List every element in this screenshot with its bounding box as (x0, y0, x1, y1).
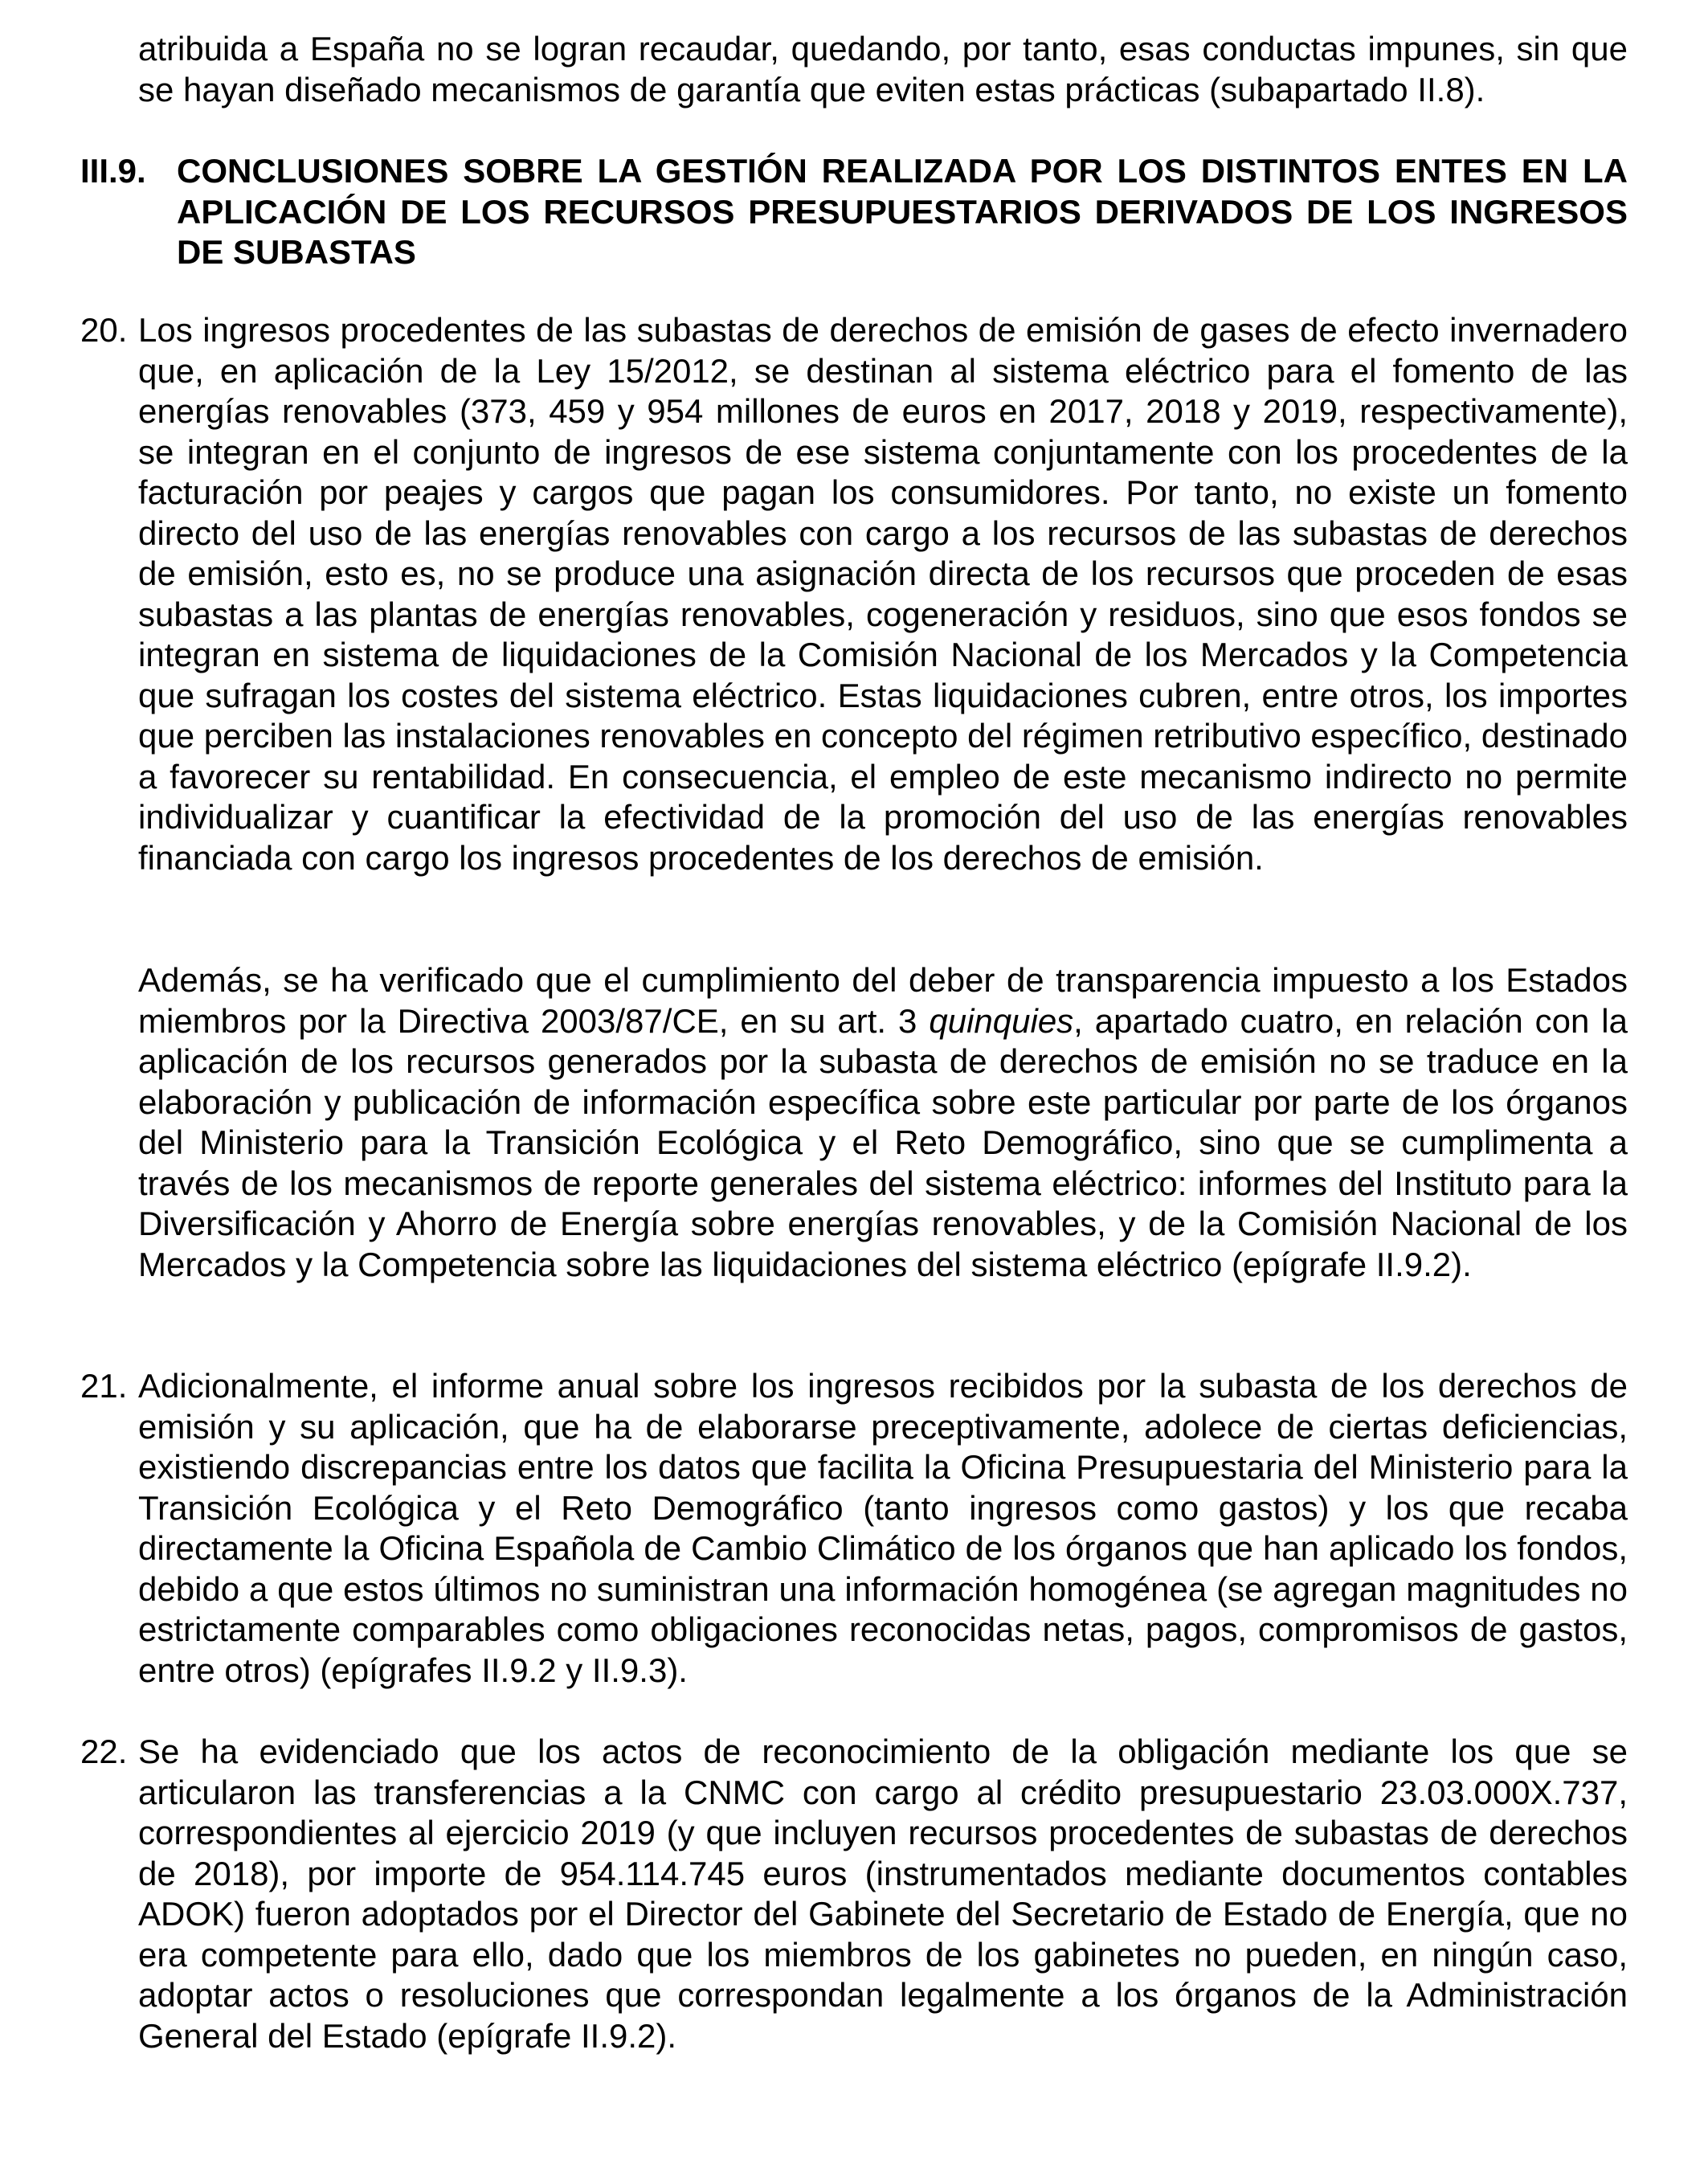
section-heading (80, 151, 1628, 273)
item-number: 21. (80, 1367, 128, 1405)
item-21 (80, 1366, 1628, 1691)
item-number: 22. (80, 1732, 128, 1770)
item-22-paragraph-1: Se ha evidenciado que los actos de reconocimiento de la obligación mediante los que se articularon las transferencias a la CNMC con cargo al crédito presupuestario 23.03.000X.737, correspondientes al ejercicio 2019 (y que incluyen recursos procedentes de subastas de derechos de 2018), por importe de 954.114.745 euros (instrumentados mediante documentos contables ADOK) fueron adoptados por el Director del Gabinete del Secretario de Estado de Energía, que no era competente para ello, dado que los miembros de los gabinetes no pueden, en ningún caso, adoptar actos o resoluciones que correspondan legalmente a los órganos de la Administración General del Estado (epígrafe II.9.2). (138, 1732, 1628, 2055)
intro-paragraph (138, 29, 1628, 110)
paragraph-text-before: Además, se ha verificado que el cumplimiento del deber de transparencia impuesto a los Estados miembros por la Directiva 2003/87/CE, en su art. 3 (138, 961, 1628, 1040)
item-20-paragraph-2 (138, 960, 1628, 1285)
section-title: CONCLUSIONES SOBRE LA GESTIÓN REALIZADA POR LOS DISTINTOS ENTES EN LA APLICACIÓN DE LOS RECURSOS PRESUPUESTARIOS DERIVADOS DE LOS INGRESOS DE SUBASTAS (177, 152, 1628, 271)
item-22 (80, 1732, 1628, 2056)
paragraph-text-after: , apartado cuatro, en relación con la aplicación de los recursos generados por la subasta de derechos de emisión no se traduce en la elaboración y publicación de información específica sobre este particular por parte de los órganos del Ministerio para la Transición Ecológica y el Reto Demográfico, sino que se cumplimenta a través de los mecanismos de reporte generales del sistema eléctrico: informes del Instituto para la Diversificación y Ahorro de Energía sobre energías renovables, y de la Comisión Nacional de los Mercados y la Competencia sobre las liquidaciones del sistema eléctrico (epígrafe II.9.2). (138, 1001, 1628, 1283)
item-20-paragraph-1: Los ingresos procedentes de las subastas de derechos de emisión de gases de efecto invernadero que, en aplicación de la Ley 15/2012, se destinan al sistema eléctrico para el fomento de las energías renovables (373, 459 y 954 millones de euros en 2017, 2018 y 2019, respectivamente), se integran en el conjunto de ingresos de ese sistema conjuntamente con los procedentes de la facturación por peajes y cargos que pagan los consumidores. Por tanto, no existe un fomento directo del uso de las energías renovables con cargo a los recursos de las subastas de derechos de emisión, esto es, no se produce una asignación directa de los recursos que proceden de esas subastas a las plantas de energías renovables, cogeneración y residuos, sino que esos fondos se integran en sistema de liquidaciones de la Comisión Nacional de los Mercados y la Competencia que sufragan los costes del sistema eléctrico. Estas liquidaciones cubren, entre otros, los importes que perciben las instalaciones renovables en concepto del régimen retributivo específico, destinado a favorecer su rentabilidad. En consecuencia, el empleo de este mecanismo indirecto no permite individualizar y cuantificar la efectividad de la promoción del uso de las energías renovables financiada con cargo los ingresos procedentes de los derechos de emisión. (138, 311, 1628, 877)
intro-text: atribuida a España no se logran recaudar, quedando, por tanto, esas conductas impunes, sin que se hayan diseñado mecanismos de garantía que eviten estas prácticas (subapartado II.8). (138, 30, 1628, 108)
item-number: 20. (80, 311, 128, 349)
item-20 (80, 310, 1628, 878)
section-number: III.9. (80, 152, 146, 190)
item-21-paragraph-1: Adicionalmente, el informe anual sobre los ingresos recibidos por la subasta de los derechos de emisión y su aplicación, que ha de elaborarse preceptivamente, adolece de ciertas deficiencias, existiendo discrepancias entre los datos que facilita la Oficina Presupuestaria del Ministerio para la Transición Ecológica y el Reto Demográfico (tanto ingresos como gastos) y los que recaba directamente la Oficina Española de Cambio Climático de los órganos que han aplicado los fondos, debido a que estos últimos no suministran una información homogénea (se agregan magnitudes no estrictamente comparables como obligaciones reconocidas netas, pagos, compromisos de gastos, entre otros) (epígrafes II.9.2 y II.9.3). (138, 1367, 1628, 1689)
paragraph-text-italic: quinquies (929, 1001, 1074, 1040)
